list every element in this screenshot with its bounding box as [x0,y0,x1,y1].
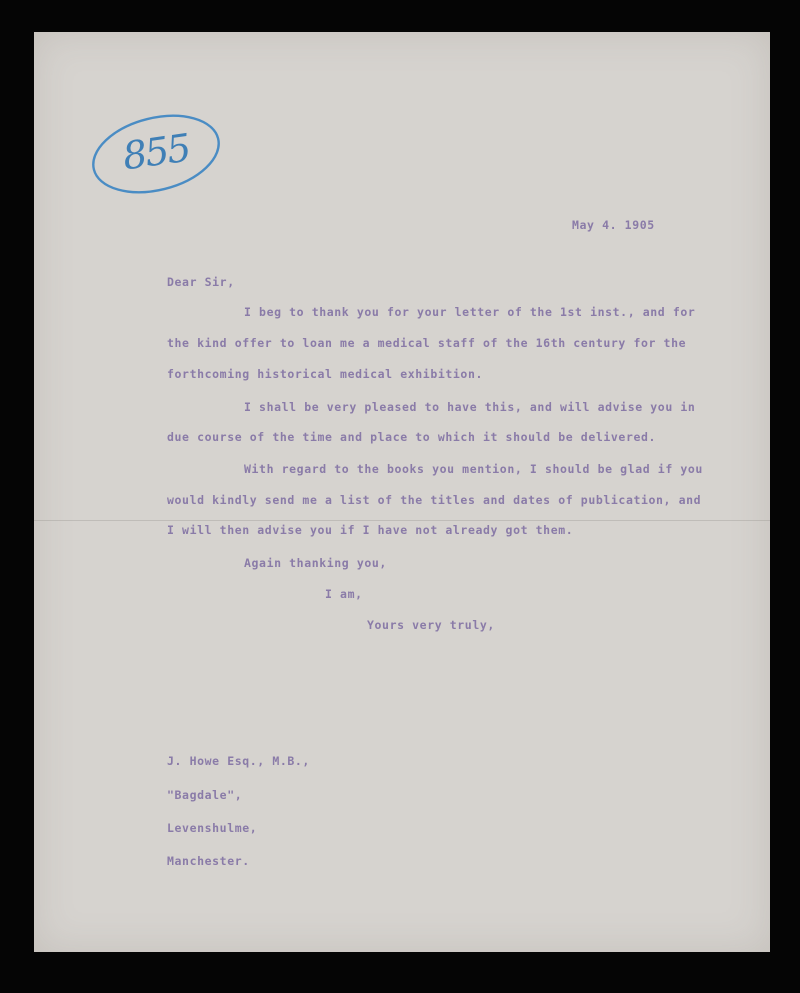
closing-line: I am, [325,587,363,601]
body-line: I shall be very pleased to have this, and will advise you in [244,400,696,414]
body-line: due course of the time and place to which it should be delivered. [167,430,657,444]
address-line: "Bagdale", [167,788,243,802]
letter-salutation: Dear Sir, [167,275,235,289]
body-line: would kindly send me a list of the titles and dates of publication, and [167,493,702,507]
circled-number-annotation [90,102,222,202]
body-line: With regard to the books you mention, I should be glad if you [244,462,703,476]
letter-date: May 4. 1905 [572,218,655,232]
address-line: Manchester. [167,854,250,868]
address-line: Levenshulme, [167,821,258,835]
body-line: the kind offer to loan me a medical staff of the 16th century for the [167,336,687,350]
body-line: forthcoming historical medical exhibition. [167,367,483,381]
body-line: I will then advise you if I have not already got them. [167,523,574,537]
annotation-number: 855 [119,125,193,179]
address-line: J. Howe Esq., M.B., [167,754,310,768]
closing-line: Yours very truly, [367,618,495,632]
body-line: I beg to thank you for your letter of the 1st inst., and for [244,305,696,319]
letter-page [34,32,770,952]
closing-line: Again thanking you, [244,556,387,570]
